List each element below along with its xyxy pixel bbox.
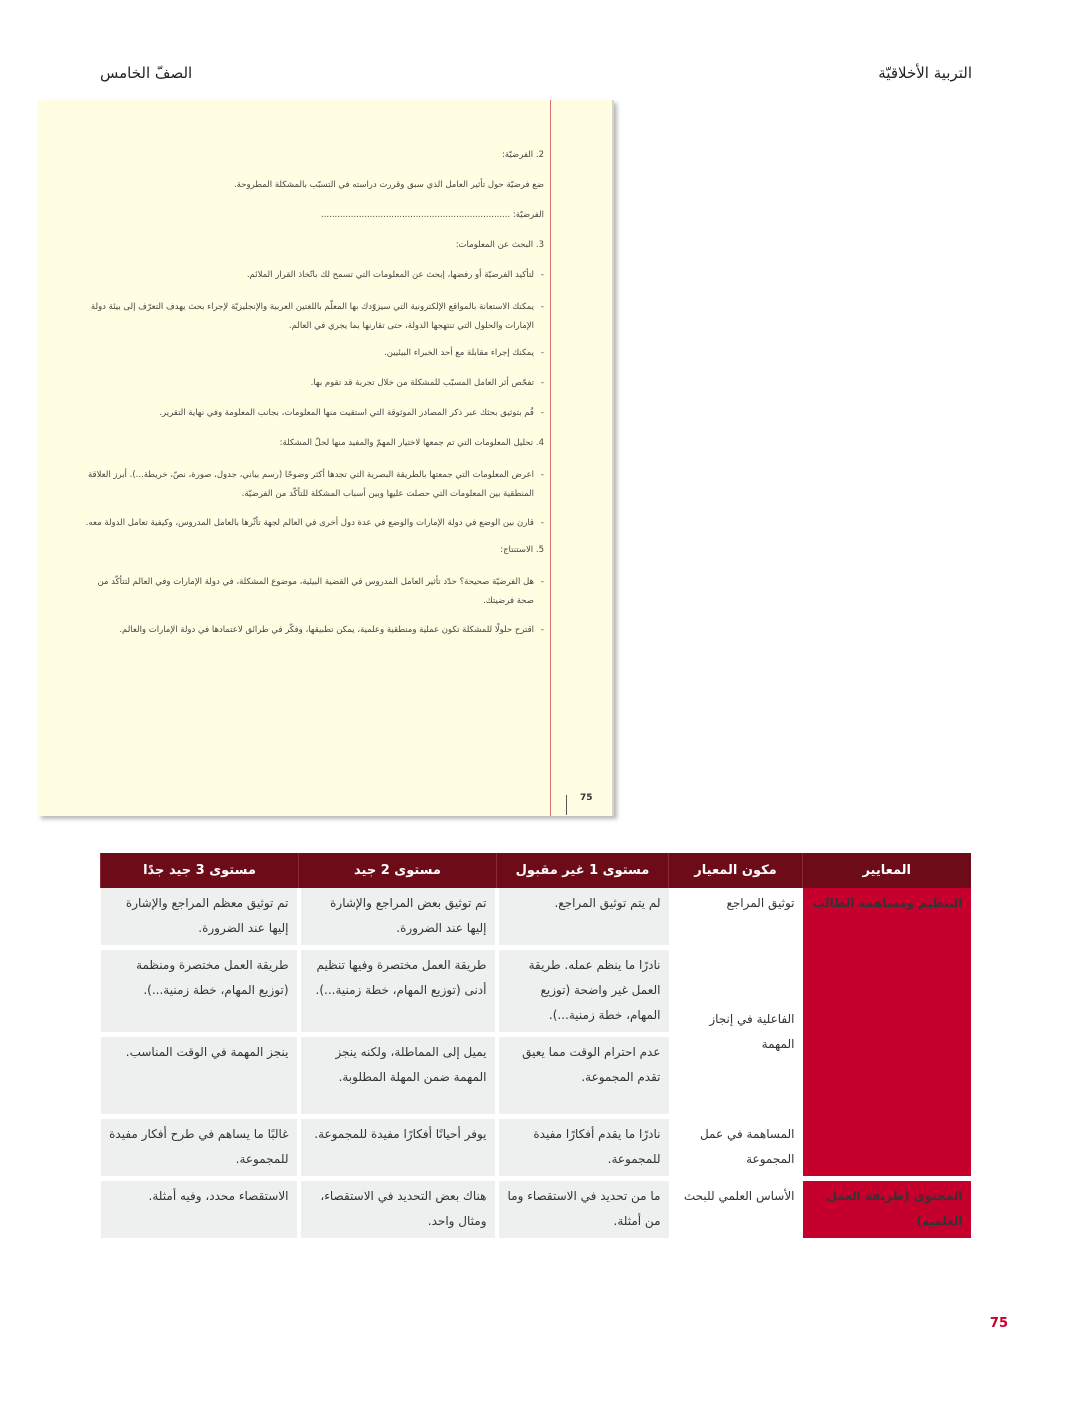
component-cell: الأساس العلمي للبحث [669,1179,803,1241]
level-3-cell: الاستقصاء محدد، وفيه أمثلة. [101,1179,299,1241]
notebook-bullet: - يمكنك الاستعانة بالمواقع الإلكترونية التي سيزوّدك بها المعلّم باللغتين العربية والإنجليزيّة لإجراء بحث يهدف التعرّف إلى بيئة دولة الإمارات والحلول التي تنتهجها الدولة، حتى تقارنها بما يجري في العالم. [84,298,544,336]
notebook-bullet: - لتأكيد الفرضيّة أو رفضها، إبحث عن المعلومات التي تسمح لك باتّخاذ القرار الملائم. [84,268,544,283]
notebook-line: الفرضيّة: ...................................................................... [321,210,544,220]
level-3-cell: غالبًا ما يساهم في طرح أفكار مفيدة للمجموعة. [101,1117,299,1179]
level-1-cell: لم يتم توثيق المراجع. [497,888,669,948]
header-grade: الصفّ الخامس [100,64,193,82]
notebook-page-number: 75 [580,793,593,803]
notebook-text [84,148,544,650]
header-level-1: مستوى 1 غير مقبول [497,853,669,888]
page-number: 75 [989,1316,1008,1331]
notebook-bullet: - قارن بين الوضع في دولة الإمارات والوضع في عدة دول أخرى في العالم لجهة تأثّرها بالعامل المدروس، وكيفية تعامل الدولة معه. [84,514,544,533]
component-cell: الفاعلية في إنجاز المهمة [669,948,803,1117]
notebook-line: 4. تحليل المعلومات التي تم جمعها لاختيار المهمّ والمفيد منها لحلّ المشكلة: [279,438,544,448]
component-cell: توثيق المراجع [669,888,803,948]
level-2-cell: طريقة العمل مختصرة وفيها تنظيم أدنى (توزيع المهام، خطة زمنية...). [299,948,497,1035]
level-3-cell: ينجز المهمة في الوقت المناسب. [101,1035,299,1117]
level-2-cell: يميل إلى المماطلة، ولكنه ينجز المهمة ضمن المهلة المطلوبة. [299,1035,497,1117]
level-3-cell: تم توثيق معظم المراجع والإشارة إليها عند الضرورة. [101,888,299,948]
level-2-cell: تم توثيق بعض المراجع والإشارة إليها عند الضرورة. [299,888,497,948]
header-level-3: مستوى 3 جيد جدًا [101,853,299,888]
level-1-cell: نادرًا ما يقدم أفكارًا مفيدة للمجموعة. [497,1117,669,1179]
notebook-line: 3. البحث عن المعلومات: [455,240,544,250]
level-3-cell: طريقة العمل مختصرة ومنظمة (توزيع المهام، خطة زمنية...). [101,948,299,1035]
header-level-2: مستوى 2 جيد [299,853,497,888]
level-2-cell: يوفر أحيانًا أفكارًا مفيدة للمجموعة. [299,1117,497,1179]
component-cell: المساهمة في عمل المجموعة [669,1117,803,1179]
level-1-cell: عدم احترام الوقت مما يعيق تقدم المجموعة. [497,1035,669,1117]
rubric-header-row [101,853,971,888]
notebook-tick-line [566,795,567,815]
criteria-content: المحتوى (طريقة العمل العلمية) [803,1179,971,1241]
notebook-line: 2. الفرضيّة: [502,150,544,160]
table-row [101,1179,971,1241]
notebook-bullet: - هل الفرضيّة صحيحة؟ حدّد تأثير العامل المدروس في القضية البيئية، موضوع المشكلة، في دولة الإمارات وفي العالم لتتأكّد من صحة فرضيتك. [84,573,544,611]
level-2-cell: هناك بعض التحديد في الاستقصاء، ومثال واحد. [299,1179,497,1241]
level-1-cell: نادرًا ما ينظم عمله. طريقة العمل غير واضحة (توزيع المهام، خطة زمنية...). [497,948,669,1035]
rubric-table [100,853,971,1243]
notebook-bullet: - اقترح حلولًا للمشكلة تكون عملية ومنطقية وعلمية، يمكن تطبيقها، وفكّر في طرائق لاعتمادها في دولة الإمارات والعالم. [84,621,544,640]
notebook-page-image [38,100,614,816]
notebook-margin-line [550,100,551,816]
notebook-bullet: - يمكنك إجراء مقابلة مع أحد الخبراء البيئيين. [84,346,544,361]
header-subject: التربية الأخلاقيّة [878,64,972,82]
header-criteria: المعايير [803,853,971,888]
criteria-organization: التنظيم ومساهمة الطالب [803,888,971,1179]
notebook-bullet: - قُم بتوثيق بحثك عبر ذكر المصادر الموثوقة التي استقيت منها المعلومات، بجانب المعلومة وفي نهاية التقرير. [84,406,544,421]
level-1-cell: ما من تحديد في الاستقصاء وما من أمثلة. [497,1179,669,1241]
notebook-line: 5. الاستنتاج: [500,545,544,555]
notebook-line: ضع فرضيّة حول تأثير العامل الذي سبق وقررت دراسته في التسبّب بالمشكلة المطروحة. [233,180,544,190]
header-component: مكون المعيار [669,853,803,888]
notebook-bullet: - تفحّص أثر العامل المسبّب للمشكلة من خلال تجربة قد تقوم بها. [84,376,544,391]
table-row [101,888,971,948]
notebook-bullet: - اعرض المعلومات التي جمعتها بالطريقة البصرية التي تجدها أكثر وضوحًا (رسم بياني، جدول، صورة، نصّ، خريطة...). أبرز العلاقة المنطقية بين المعلومات التي حصلت عليها وبين أسباب المشكلة للتأكّد من الفرضيّة. [84,466,544,504]
